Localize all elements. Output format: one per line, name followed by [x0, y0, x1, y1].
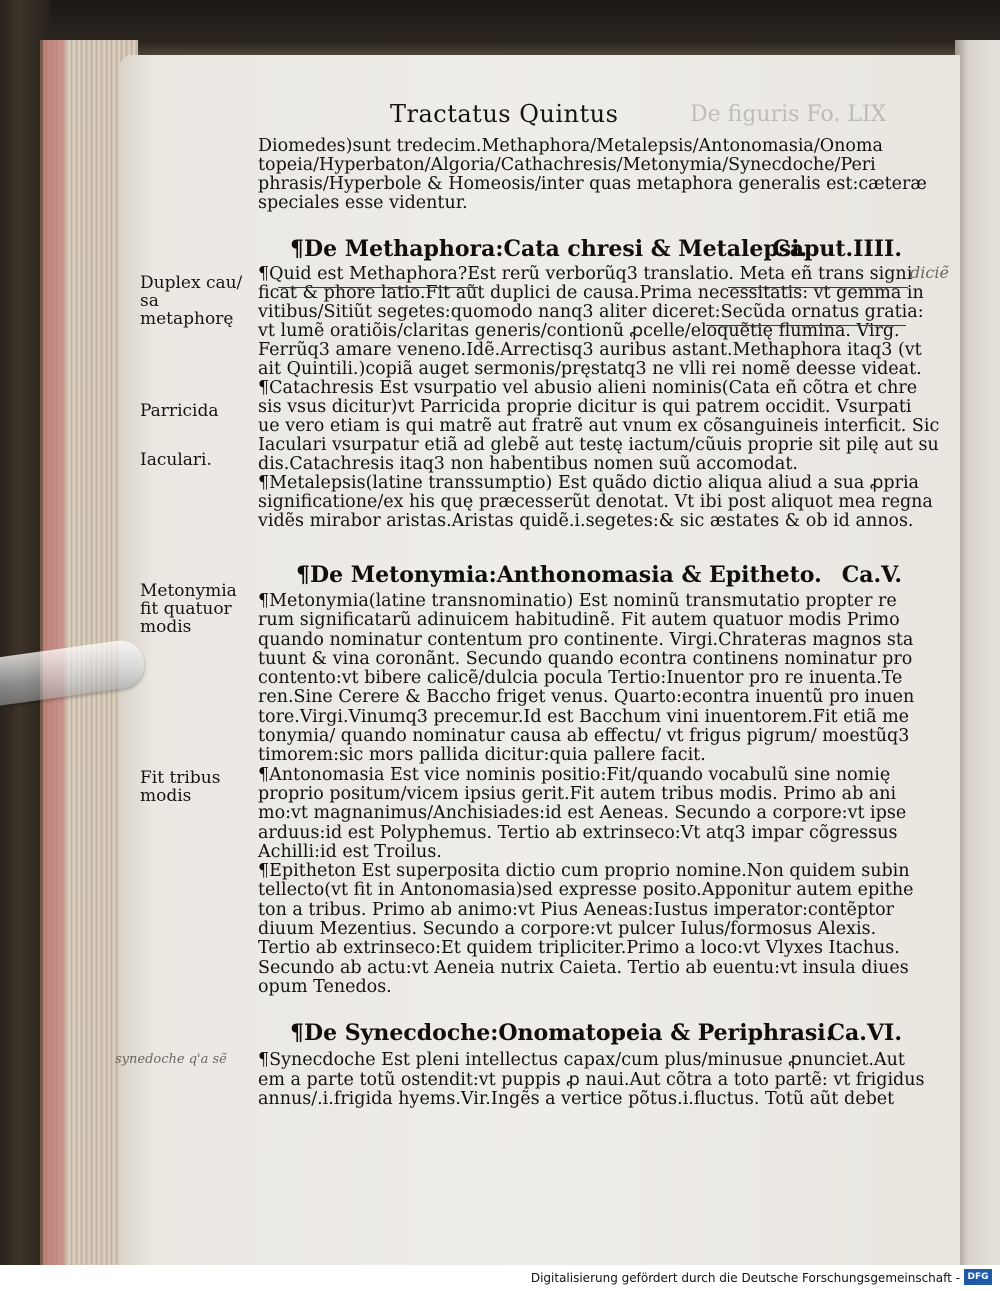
- text-line: ¶Metonymia(latine transnominatio) Est nominũ transmutatio propter re: [258, 591, 897, 611]
- section-body: [258, 1050, 925, 1111]
- dfg-logo: DFG: [964, 1269, 992, 1285]
- handwritten-underline: [728, 287, 908, 288]
- facing-page: [955, 40, 1000, 1265]
- text-line: ficat & phore latio.Fit aũt duplici de causa.Prima necessitatis: vt gemma in: [258, 283, 924, 303]
- bleed-through-header: De figuris Fo. LIX: [690, 102, 887, 127]
- text-line: ¶Antonomasia Est vice nominis positio:Fit/quando vocabulũ sine nomię: [258, 764, 891, 785]
- text-line: ¶Metalepsis(latine transsumptio) Est quãdo dictio aliqua aliud a sua ꝓpria: [258, 473, 919, 493]
- section-title: ¶De Synecdoche:Onomatopeia & Periphrasi.: [290, 1020, 834, 1046]
- margin-note-fit-tribus: Fit tribus modis: [140, 768, 221, 806]
- text-line: Ferrũq3 amare veneno.Idẽ.Arrectisq3 auribus astant.Methaphora itaq3 (vt: [258, 340, 922, 360]
- text-line: ren.Sine Cerere & Baccho friget venus. Quarto:econtra inuentũ pro inuen: [258, 687, 915, 708]
- section-caput: Ca.VI.: [827, 1020, 902, 1046]
- text-line: ¶Synecdoche Est pleni intellectus capax/cum plus/minusue ꝓnunciet.Aut: [258, 1050, 905, 1070]
- text-line: phrasis/Hyperbole & Homeosis/inter quas metaphora generalis est:cæteræ: [258, 174, 927, 194]
- section-heading: [296, 562, 902, 588]
- text-line: diuum Mezentius. Secundo a corpore:vt pulcer Iulus/formosus Alexis.: [258, 919, 877, 940]
- footer-bar: [0, 1265, 1000, 1291]
- section-heading: [290, 1020, 902, 1046]
- text-line: Iaculari vsurpatur etiã ad glebẽ aut testę iactum/cũuis proprie sit pilę aut su: [258, 435, 939, 455]
- text-line: ¶Catachresis Est vsurpatio vel abusio alieni nominis(Cata eñ cõtra et chre: [258, 378, 918, 398]
- margin-note-parricida: Parricida: [140, 401, 219, 421]
- text-line: arduus:id est Polyphemus. Tertio ab extrinseco:Vt atq3 impar cõgressus: [258, 822, 898, 843]
- text-line: speciales esse videntur.: [258, 193, 468, 213]
- footer-credit: Digitalisierung gefördert durch die Deutsche Forschungsgemeinschaft -: [530, 1271, 960, 1285]
- text-line: ait Quintili.)copiã auget sermonis/pręstatq3 ne vlli rei nomẽ deesse videat.: [258, 359, 922, 379]
- text-line: rum significatarũ adinuicem habitudinẽ. Fit autem quatuor modis Primo: [258, 610, 900, 631]
- text-line: vt lumẽ oratiõis/claritas generis/contionũ ꝓcelle/eloquẽtię flumina. Virg.: [258, 321, 900, 341]
- section-heading: [290, 236, 902, 262]
- text-line: Tertio ab extrinseco:Et quidem tripliciter.Primo a loco:vt Vlyxes Itachus.: [258, 938, 900, 959]
- text-line: vitibus/Sitiũt segetes:quomodo nanq3 aliter diceret:Secũda ornatus gratia:: [258, 302, 924, 322]
- section-body: [258, 591, 915, 998]
- margin-note-duplex: Duplex cau/ sa metaphorę: [140, 273, 243, 329]
- text-line: ue vero etiam is qui matrẽ aut fratrẽ aut vnum ex cõsanguineis interficit. Sic: [258, 416, 940, 436]
- text-line: quando nominatur contentum pro continente. Virgi.Chrateras magnos sta: [258, 629, 914, 650]
- text-line: Diomedes)sunt tredecim.Methaphora/Metalepsis/Antonomasia/Onoma: [258, 136, 883, 156]
- text-line: ¶Epitheton Est superposita dictio cum proprio nomine.Non quidem subin: [258, 861, 910, 882]
- handwritten-underline: [278, 287, 478, 288]
- margin-note-metonymia: Metonymia fit quatuor modis: [140, 581, 237, 637]
- handwritten-note: synedoche q'a sẽ: [115, 1052, 227, 1067]
- section-title: ¶De Methaphora:Cata chresi & Metalepsi.: [290, 236, 808, 262]
- text-line: dis.Catachresis itaq3 non habentibus nomen suũ accomodat.: [258, 454, 798, 474]
- text-line: annus/.i.frigida hyems.Vir.Ingẽs a vertice põtus.i.fluctus. Totũ aũt debet: [258, 1089, 895, 1109]
- text-line: mo:vt magnanimus/Anchisiades:id est Aeneas. Secundo a corpore:vt ipse: [258, 803, 907, 824]
- text-line: Achilli:id est Troilus.: [258, 841, 442, 862]
- text-line: vidẽs mirabor aristas.Aristas quidẽ.i.segetes:& sic æstates & ob id annos.: [258, 511, 914, 531]
- text-line: topeia/Hyperbaton/Algoria/Cathachresis/Metonymia/Synecdoche/Peri: [258, 155, 876, 175]
- text-line: timorem:sic mors pallida dicitur:quia pallere facit.: [258, 745, 706, 766]
- section-title: ¶De Metonymia:Anthonomasia & Epitheto.: [296, 562, 822, 588]
- margin-note-iaculari: Iaculari.: [140, 450, 212, 470]
- text-line: tore.Virgi.Vinumq3 precemur.Id est Bacchum vini inuentorem.Fit etiã me: [258, 706, 910, 727]
- text-line: em a parte totũ ostendit:vt puppis ꝓ naui.Aut cõtra a toto partẽ: vt frigidus: [258, 1069, 925, 1090]
- handwritten-underline: [706, 325, 906, 326]
- text-line: Secundo ab actu:vt Aeneia nutrix Caieta. Tertio ab euentu:vt insula diues: [258, 957, 909, 978]
- section-caput: Ca.V.: [841, 562, 902, 588]
- text-line: tellecto(vt fit in Antonomasia)sed expresse posito.Apponitur autem epithe: [258, 880, 914, 901]
- text-line: tonymia/ quando nominatur causa ab effectu/ vt frigus pigrum/ moestũq3: [258, 726, 910, 747]
- book-cover-top: [0, 0, 1000, 60]
- text-line: opum Tenedos.: [258, 976, 392, 997]
- text-line: ¶Quid est Methaphora?Est rerũ verborũq3 translatio. Meta eñ trans signi: [258, 264, 913, 284]
- text-line: ton a tribus. Primo ab animo:vt Pius Aeneas:Iustus imperator:contẽptor: [258, 899, 895, 920]
- text-line: proprio positum/vicem ipsius gerit.Fit autem tribus modis. Primo ab ani: [258, 783, 897, 804]
- section-caput: Caput.IIII.: [772, 236, 902, 262]
- text-line: contento:vt bibere calicẽ/dulcia pocula Tertio:Inuentor pro re inuenta.Te: [258, 668, 903, 689]
- handwritten-note: diciẽ: [910, 263, 949, 282]
- running-title: Tractatus Quintus: [390, 100, 619, 128]
- intro-paragraph: [258, 136, 927, 214]
- text-line: significatione/ex his quę præcesserũt denotat. Vt ibi post aliquot mea regna: [258, 492, 933, 512]
- text-line: tuunt & vina coronãnt. Secundo quando econtra continens nominatur pro: [258, 648, 913, 669]
- text-line: sis vsus dicitur)vt Parricida proprie dicitur is qui patrem occidit. Vsurpati: [258, 397, 912, 417]
